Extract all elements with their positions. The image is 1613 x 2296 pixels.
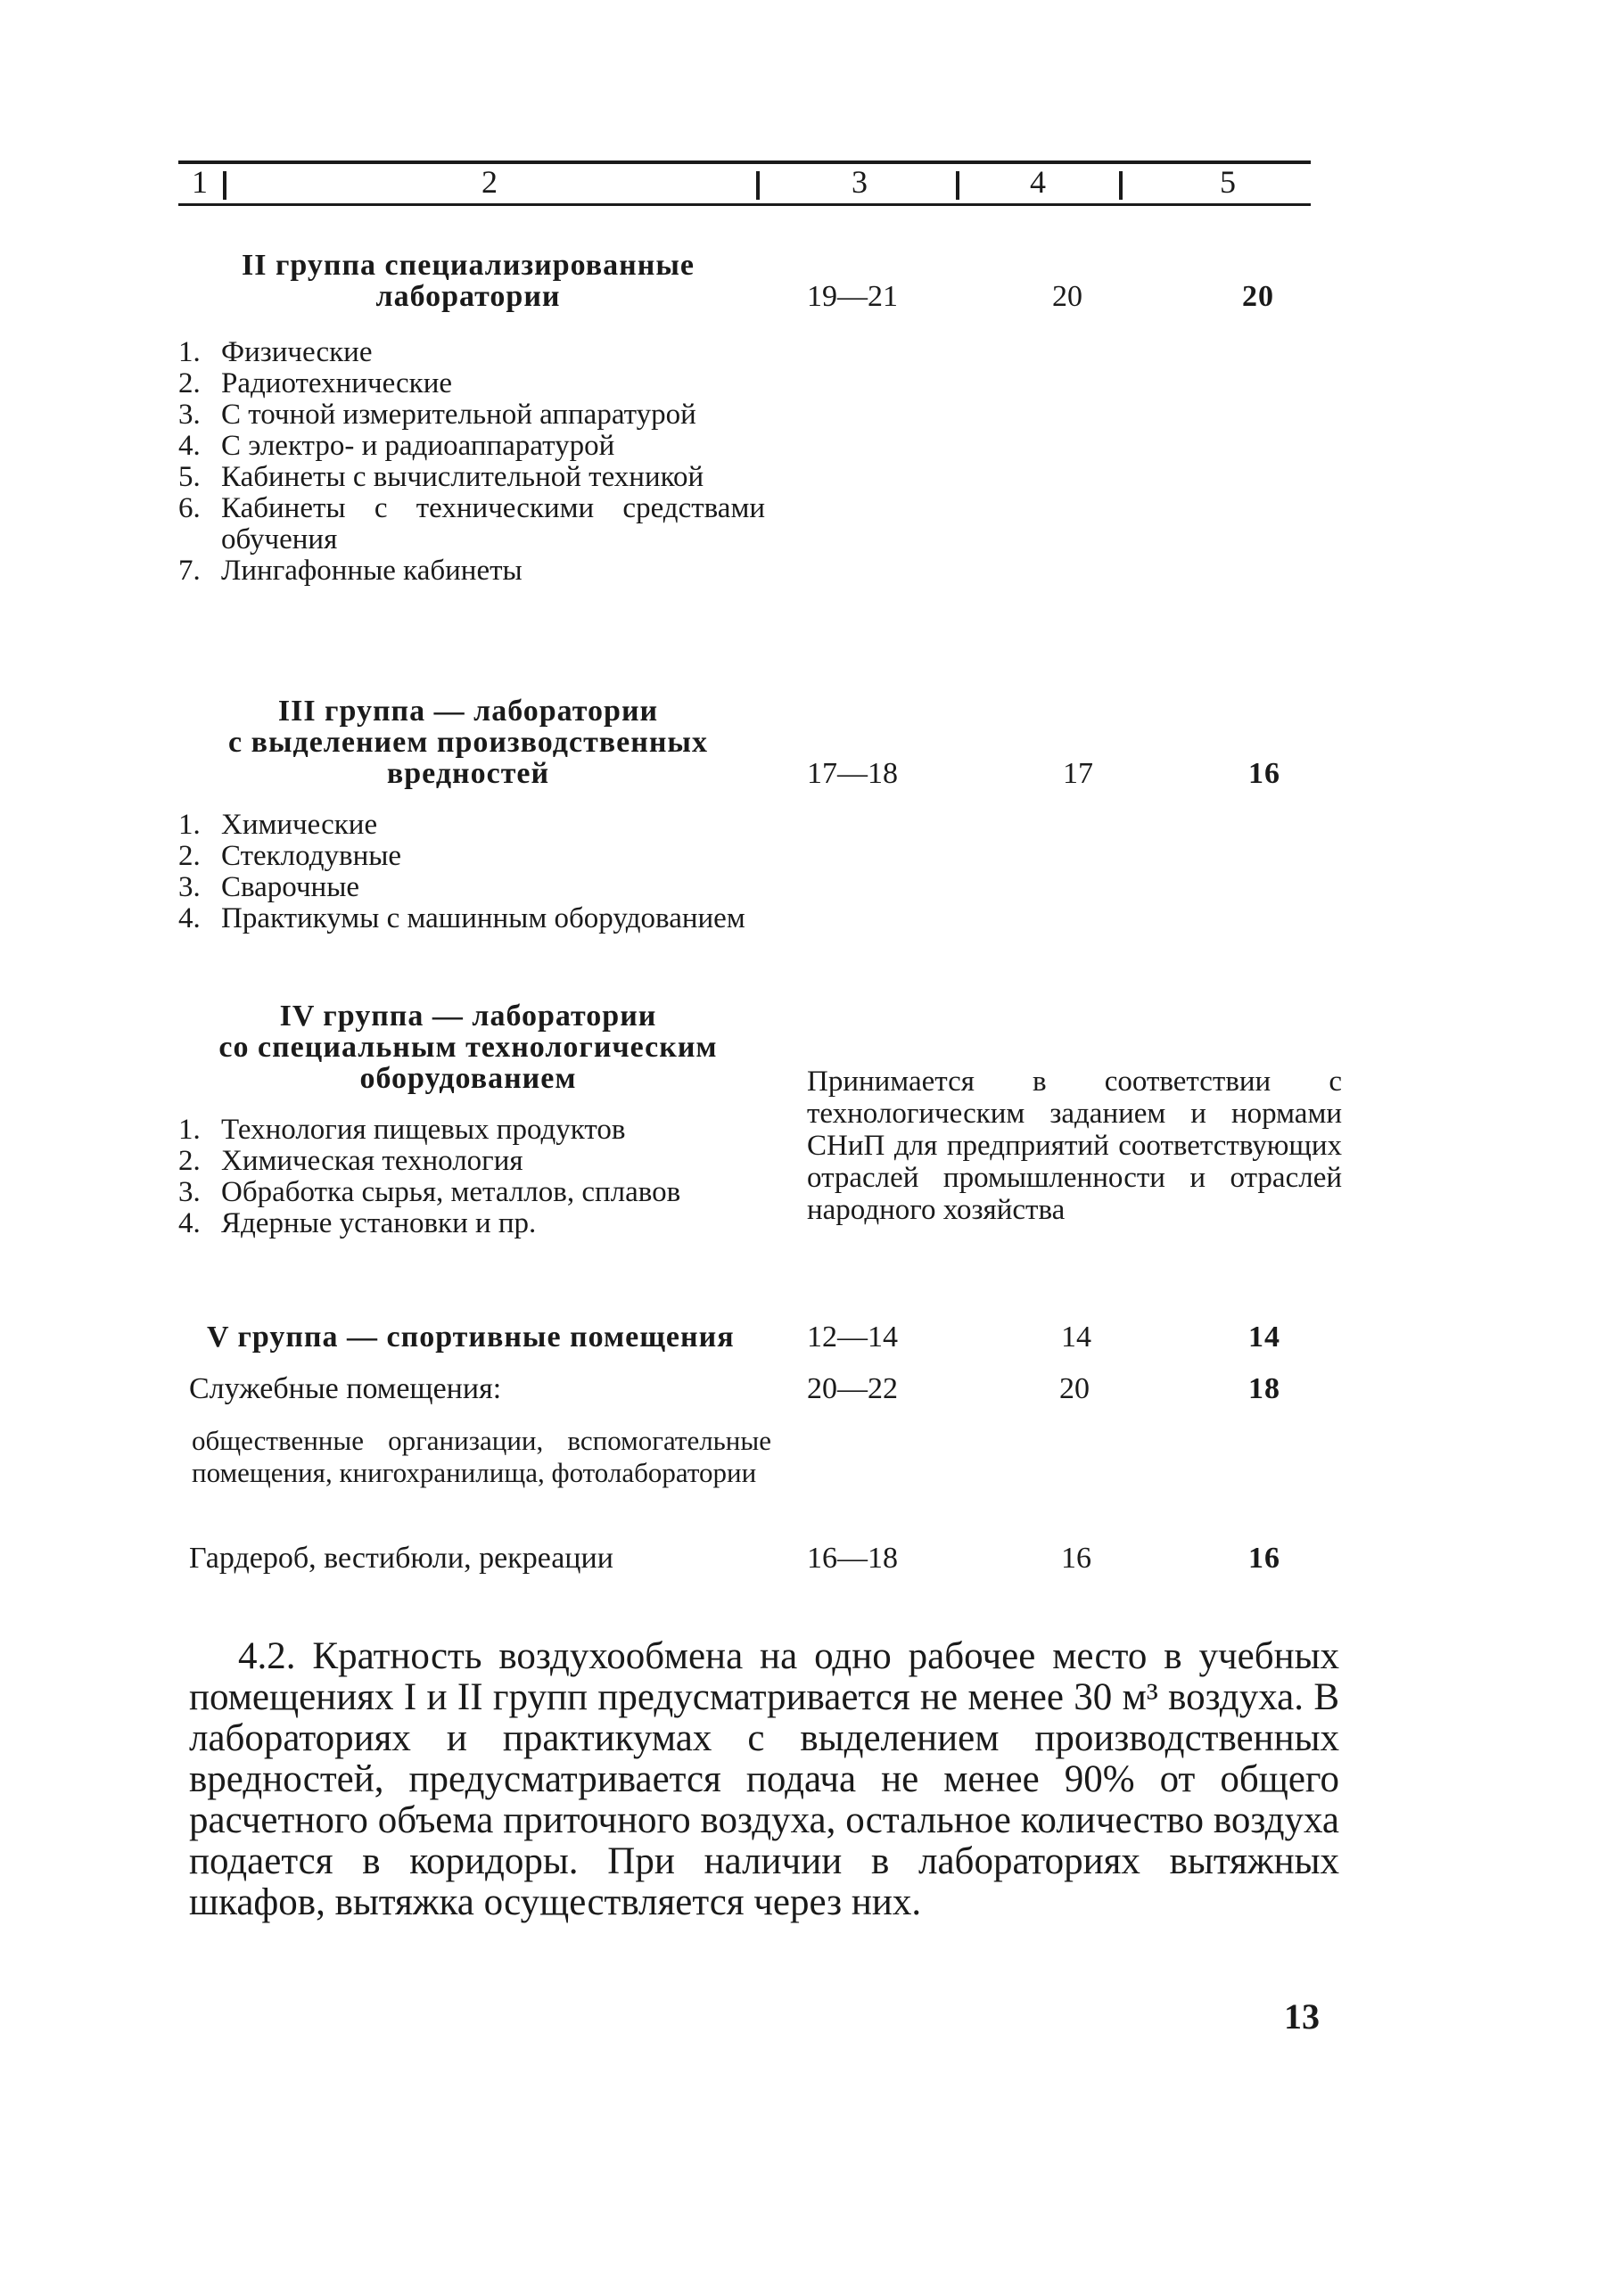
list-item: 4. Практикумы с машинным оборудованием — [178, 902, 745, 934]
list-item: 3. С точной измерительной аппаратурой — [178, 399, 696, 431]
list-item: 7. Лингафонные кабинеты — [178, 555, 523, 587]
service-col4: 20 — [1059, 1372, 1090, 1405]
cloakroom-label: Гардероб, вестибюли, рекреации — [189, 1542, 613, 1575]
list-item: 4. С электро- и радиоаппаратурой — [178, 430, 615, 462]
group5-col4: 14 — [1061, 1321, 1091, 1354]
list-item: 4. Ядерные установки и пр. — [178, 1207, 537, 1239]
group3-item-list — [178, 810, 767, 934]
service-description: общественные организации, вспомогательные помещения, книгохранилища, фотолаборатории — [192, 1425, 771, 1488]
column-header-5: 5 — [1220, 164, 1236, 200]
group3-heading-line2: с выделением производственных — [228, 726, 708, 759]
body-paragraph: 4.2. Кратность воздухообмена на одно рабочее место в учебных помещениях I и II групп предусматривается не менее 30 м³ воздуха. В лабораториях и практикумах с выделением производственных вредностей, предусматривается подача не менее 90% от общего расчетного объема приточного воздуха, остальное количество воздуха подается в коридоры. При наличии в лабораториях вытяжных шкафов, вытяжка осуществляется через них. — [189, 1635, 1339, 1923]
column-header-4: 4 — [1030, 164, 1046, 200]
group2-heading-line2: лаборатории — [375, 280, 561, 313]
cloakroom-col5: 16 — [1248, 1542, 1280, 1575]
group3-heading-line1: III группа — лаборатории — [277, 695, 659, 728]
group4-item-list — [178, 1115, 767, 1239]
list-item: 5. Кабинеты с вычислительной техникой — [178, 461, 704, 493]
table-top-rule — [178, 160, 1311, 164]
list-item: 3. Сварочные — [178, 871, 360, 903]
group2-col4: 20 — [1052, 280, 1082, 313]
group2-col3: 19—21 — [807, 280, 898, 313]
group2-heading-line1: II группа специализированные — [242, 249, 695, 282]
table-header-rule — [178, 203, 1311, 206]
service-label: Служебные помещения: — [189, 1372, 502, 1405]
column-separator — [756, 171, 760, 200]
group4-heading-line2: со специальным технологическим — [218, 1031, 718, 1064]
column-separator — [956, 171, 959, 200]
group3-col3: 17—18 — [807, 757, 898, 790]
group2-item-list — [178, 337, 767, 587]
list-item: 1. Химические — [178, 809, 378, 841]
page-number: 13 — [1284, 1996, 1320, 2037]
list-item: 2. Стеклодувные — [178, 840, 402, 872]
group4-note: Принимается в соответствии с технологическим заданием и нормами СНиП для предприятий соответствующих отраслей промышленности и отраслей народного хозяйства — [807, 1066, 1342, 1226]
cloakroom-col3: 16—18 — [807, 1542, 898, 1575]
group4-heading-line3: оборудованием — [359, 1062, 577, 1095]
column-separator — [223, 171, 226, 200]
column-header-3: 3 — [852, 164, 868, 200]
list-item: 3. Обработка сырья, металлов, сплавов — [178, 1176, 681, 1208]
group5-col5: 14 — [1248, 1321, 1280, 1354]
column-header-1: 1 — [192, 164, 208, 200]
group5-label: V группа — спортивные помещения — [207, 1321, 735, 1354]
group3-col5: 16 — [1248, 757, 1280, 790]
group3-col4: 17 — [1063, 757, 1093, 790]
list-item: 1. Технология пищевых продуктов — [178, 1114, 626, 1146]
column-separator — [1119, 171, 1123, 200]
list-item: 2. Радиотехнические — [178, 367, 453, 399]
service-col5: 18 — [1248, 1372, 1280, 1405]
column-header-2: 2 — [481, 164, 498, 200]
group5-col3: 12—14 — [807, 1321, 898, 1354]
cloakroom-col4: 16 — [1061, 1542, 1091, 1575]
list-item: 6. Кабинеты с техническими средствами обучения — [178, 492, 765, 555]
list-item: 2. Химическая технология — [178, 1145, 523, 1177]
service-col3: 20—22 — [807, 1372, 898, 1405]
group2-col5: 20 — [1242, 280, 1274, 313]
group4-heading-line1: IV группа — лаборатории — [279, 1000, 657, 1033]
group3-heading-line3: вредностей — [386, 757, 550, 790]
list-item: 1. Физические — [178, 336, 373, 368]
